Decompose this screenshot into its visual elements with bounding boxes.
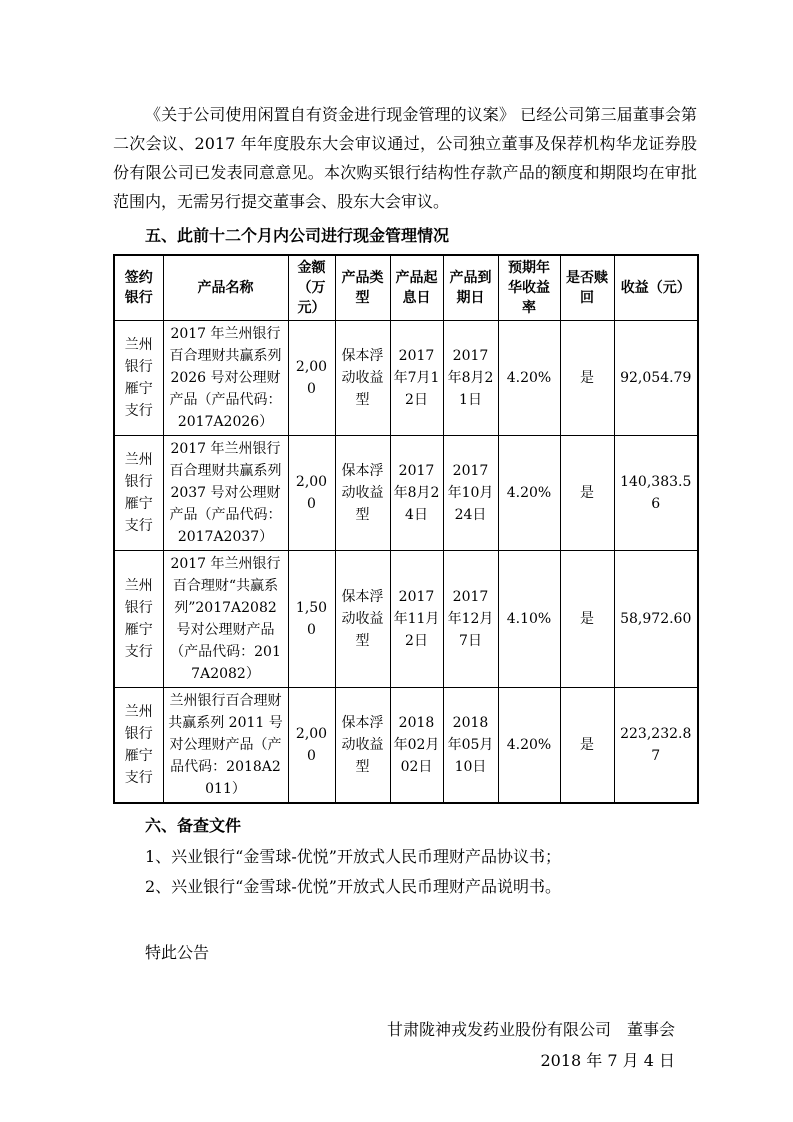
table-header-row — [114, 255, 698, 321]
cell-product-name: 兰州银行百合理财共赢系列 2011 号对公理财产品（产品代码：2018A2011） — [163, 688, 288, 804]
section-heading-reference-documents: 六、备查文件 — [145, 816, 242, 835]
col-header-maturity-date: 产品到期日 — [443, 255, 498, 321]
cash-management-table — [113, 254, 699, 804]
cell-amount: 2,000 — [288, 436, 335, 551]
cell-maturity-date: 2018年05月10日 — [443, 688, 498, 804]
cell-expected-yield: 4.20% — [498, 436, 560, 551]
col-header-amount: 金额（万元） — [288, 255, 335, 321]
signature-date: 2018 年 7 月 4 日 — [540, 1051, 675, 1070]
cell-maturity-date: 2017年12月7日 — [443, 551, 498, 688]
cell-maturity-date: 2017年10月24日 — [443, 436, 498, 551]
cell-value-date: 2018年02月02日 — [390, 688, 443, 804]
signature-company: 甘肃陇神戎发药业股份有限公司 董事会 — [386, 1020, 675, 1039]
cell-expected-yield: 4.20% — [498, 688, 560, 804]
col-header-signing-bank: 签约银行 — [114, 255, 163, 321]
cell-value-date: 2017年11月2日 — [390, 551, 443, 688]
intro-paragraph: 《关于公司使用闲置自有资金进行现金管理的议案》 已经公司第三届董事会第二次会议、2017 年年度股东大会审议通过，公司独立董事及保荐机构华龙证券股份有限公司已发表同意意见。本次购买银行结构性存款产品的额度和期限均在审批范围内，无需另行提交董事会、股东大会审议。 — [113, 105, 697, 211]
col-header-redeemed: 是否赎回 — [560, 255, 614, 321]
table-row — [114, 688, 698, 804]
cell-product-name: 2017 年兰州银行百合理财共赢系列 2037 号对公理财产品（产品代码：2017A2037） — [163, 436, 288, 551]
col-header-value-date: 产品起息日 — [390, 255, 443, 321]
section-heading-cash-management: 五、此前十二个月内公司进行现金管理情况 — [145, 226, 450, 245]
cell-expected-yield: 4.20% — [498, 321, 560, 436]
closing-statement: 特此公告 — [145, 943, 210, 962]
col-header-expected-yield: 预期年华收益率 — [498, 255, 560, 321]
reference-doc-item-1: 1、兴业银行“金雪球-优悦”开放式人民币理财产品协议书； — [145, 847, 561, 866]
cell-income: 92,054.79 — [614, 321, 698, 436]
cell-redeemed: 是 — [560, 688, 614, 804]
reference-doc-item-2: 2、兴业银行“金雪球-优悦”开放式人民币理财产品说明书。 — [145, 877, 561, 896]
cell-signing-bank: 兰州银行雁宁支行 — [114, 551, 163, 688]
cell-signing-bank: 兰州银行雁宁支行 — [114, 688, 163, 804]
cell-amount: 2,000 — [288, 321, 335, 436]
cell-product-name: 2017 年兰州银行百合理财共赢系列 2026 号对公理财产品（产品代码：2017A2026） — [163, 321, 288, 436]
table-row — [114, 321, 698, 436]
cell-amount: 2,000 — [288, 688, 335, 804]
cell-product-type: 保本浮动收益型 — [335, 321, 390, 436]
table-row — [114, 551, 698, 688]
cell-expected-yield: 4.10% — [498, 551, 560, 688]
cell-maturity-date: 2017年8月21日 — [443, 321, 498, 436]
cell-amount: 1,500 — [288, 551, 335, 688]
signature-block — [113, 1015, 697, 1075]
col-header-product-type: 产品类型 — [335, 255, 390, 321]
cell-product-type: 保本浮动收益型 — [335, 436, 390, 551]
cell-product-name: 2017 年兰州银行百合理财“共赢系列”2017A2082 号对公理财产品（产品代码：2017A2082） — [163, 551, 288, 688]
col-header-income: 收益（元） — [614, 255, 698, 321]
cell-signing-bank: 兰州银行雁宁支行 — [114, 321, 163, 436]
cell-value-date: 2017年7月12日 — [390, 321, 443, 436]
cell-product-type: 保本浮动收益型 — [335, 551, 390, 688]
cell-value-date: 2017年8月24日 — [390, 436, 443, 551]
cell-redeemed: 是 — [560, 551, 614, 688]
col-header-product-name: 产品名称 — [163, 255, 288, 321]
cell-redeemed: 是 — [560, 436, 614, 551]
cell-income: 58,972.60 — [614, 551, 698, 688]
cell-redeemed: 是 — [560, 321, 614, 436]
cell-income: 140,383.56 — [614, 436, 698, 551]
cell-income: 223,232.87 — [614, 688, 698, 804]
cell-signing-bank: 兰州银行雁宁支行 — [114, 436, 163, 551]
table-row — [114, 436, 698, 551]
cell-product-type: 保本浮动收益型 — [335, 688, 390, 804]
